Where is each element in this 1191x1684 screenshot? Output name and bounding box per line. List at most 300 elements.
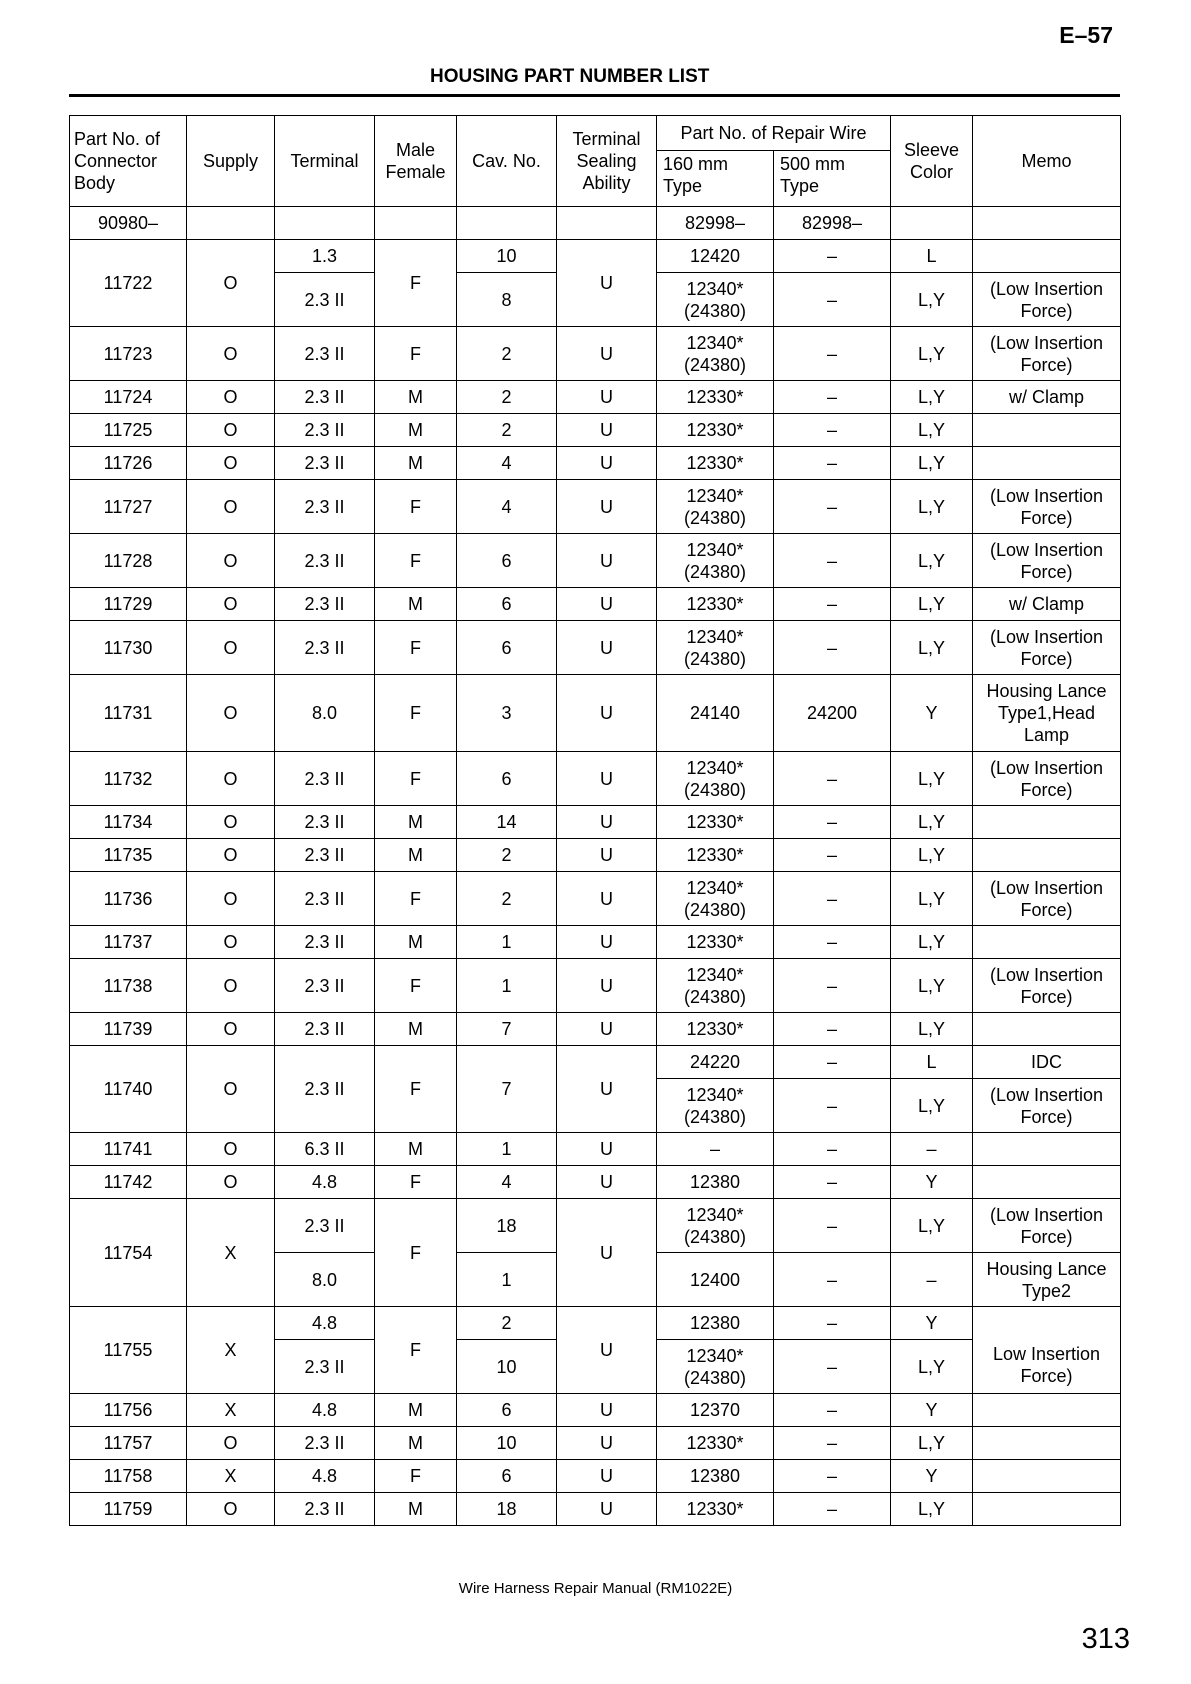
table-row <box>70 1307 1121 1340</box>
wire-160mm: 12340* (24380) <box>657 327 774 381</box>
prefix-part: 90980– <box>70 207 187 240</box>
table-row <box>70 675 1121 752</box>
sealing: U <box>557 806 657 839</box>
supply: O <box>187 959 275 1013</box>
part-no: 11728 <box>70 534 187 588</box>
table-row <box>70 1046 1121 1079</box>
table-row <box>70 381 1121 414</box>
sealing: U <box>557 926 657 959</box>
male-female: M <box>375 1427 457 1460</box>
wire-160mm: 12330* <box>657 381 774 414</box>
male-female: F <box>375 1046 457 1133</box>
table-row <box>70 872 1121 926</box>
terminal: 2.3 II <box>275 839 375 872</box>
terminal: 2.3 II <box>275 447 375 480</box>
cav-no: 2 <box>457 414 557 447</box>
cav-no: 14 <box>457 806 557 839</box>
sealing: U <box>557 1013 657 1046</box>
table-row <box>70 1133 1121 1166</box>
part-no: 11735 <box>70 839 187 872</box>
sleeve-color: L,Y <box>891 926 973 959</box>
sleeve-color: L,Y <box>891 1199 973 1253</box>
part-no: 11757 <box>70 1427 187 1460</box>
cav-no: 1 <box>457 1133 557 1166</box>
supply: O <box>187 621 275 675</box>
sleeve-color: L,Y <box>891 1493 973 1526</box>
part-no: 11758 <box>70 1460 187 1493</box>
header-part-no: Part No. of Connector Body <box>70 116 187 207</box>
wire-500mm: – <box>774 1133 891 1166</box>
part-no: 11726 <box>70 447 187 480</box>
memo: (Low Insertion Force) <box>973 480 1121 534</box>
header-terminal: Terminal <box>275 116 375 207</box>
male-female: M <box>375 806 457 839</box>
wire-500mm: – <box>774 414 891 447</box>
table-row <box>70 1166 1121 1199</box>
prefix-160mm: 82998– <box>657 207 774 240</box>
part-no: 11734 <box>70 806 187 839</box>
wire-160mm: 24140 <box>657 675 774 752</box>
wire-500mm: – <box>774 447 891 480</box>
supply: X <box>187 1307 275 1394</box>
sealing: U <box>557 752 657 806</box>
cav-no: 10 <box>457 240 557 273</box>
memo <box>973 1460 1121 1493</box>
supply: O <box>187 926 275 959</box>
table-row <box>70 839 1121 872</box>
header-160mm: 160 mm Type <box>657 151 774 207</box>
sealing: U <box>557 1307 657 1394</box>
sleeve-color: L,Y <box>891 588 973 621</box>
terminal: 2.3 II <box>275 1427 375 1460</box>
wire-500mm: – <box>774 273 891 327</box>
memo: w/ Clamp <box>973 588 1121 621</box>
supply: O <box>187 1493 275 1526</box>
terminal: 8.0 <box>275 675 375 752</box>
male-female: M <box>375 414 457 447</box>
terminal: 2.3 II <box>275 1013 375 1046</box>
terminal: 2.3 II <box>275 381 375 414</box>
supply: X <box>187 1199 275 1307</box>
memo: (Low Insertion Force) <box>973 621 1121 675</box>
wire-160mm: 12330* <box>657 806 774 839</box>
sealing: U <box>557 480 657 534</box>
sleeve-color: L,Y <box>891 839 973 872</box>
header-male-female: Male Female <box>375 116 457 207</box>
cav-no: 10 <box>457 1340 557 1394</box>
male-female: M <box>375 1013 457 1046</box>
wire-500mm: – <box>774 534 891 588</box>
wire-500mm: – <box>774 1166 891 1199</box>
cav-no: 7 <box>457 1046 557 1133</box>
wire-160mm: 12330* <box>657 839 774 872</box>
cav-no: 2 <box>457 1307 557 1340</box>
cav-no: 4 <box>457 480 557 534</box>
sealing: U <box>557 839 657 872</box>
supply: O <box>187 588 275 621</box>
part-no: 11738 <box>70 959 187 1013</box>
memo: (Low Insertion Force) <box>973 273 1121 327</box>
part-no: 11722 <box>70 240 187 327</box>
memo: Low Insertion Force) <box>973 1307 1121 1394</box>
wire-500mm: – <box>774 381 891 414</box>
table-row <box>70 534 1121 588</box>
terminal: 2.3 II <box>275 621 375 675</box>
male-female: F <box>375 959 457 1013</box>
sealing: U <box>557 588 657 621</box>
cav-no: 6 <box>457 1460 557 1493</box>
supply: O <box>187 1046 275 1133</box>
wire-500mm: – <box>774 959 891 1013</box>
supply: O <box>187 381 275 414</box>
cav-no: 2 <box>457 839 557 872</box>
header-500mm: 500 mm Type <box>774 151 891 207</box>
wire-500mm: – <box>774 1340 891 1394</box>
wire-160mm: 12330* <box>657 414 774 447</box>
sealing: U <box>557 1394 657 1427</box>
wire-160mm: 12330* <box>657 588 774 621</box>
table-row <box>70 414 1121 447</box>
supply: O <box>187 480 275 534</box>
memo: (Low Insertion Force) <box>973 752 1121 806</box>
part-no: 11725 <box>70 414 187 447</box>
part-no: 11742 <box>70 1166 187 1199</box>
sleeve-color: L,Y <box>891 1340 973 1394</box>
memo <box>973 1166 1121 1199</box>
supply: O <box>187 240 275 327</box>
terminal: 2.3 II <box>275 1340 375 1394</box>
male-female: M <box>375 1133 457 1166</box>
cav-no: 18 <box>457 1199 557 1253</box>
sleeve-color: – <box>891 1133 973 1166</box>
male-female: M <box>375 926 457 959</box>
memo <box>973 926 1121 959</box>
sealing: U <box>557 1427 657 1460</box>
wire-160mm: 12380 <box>657 1307 774 1340</box>
table-row <box>70 588 1121 621</box>
cav-no: 6 <box>457 588 557 621</box>
supply: O <box>187 1427 275 1460</box>
cav-no: 1 <box>457 959 557 1013</box>
memo <box>973 1427 1121 1460</box>
table-row <box>70 1199 1121 1253</box>
sleeve-color: L,Y <box>891 1427 973 1460</box>
table-row <box>70 447 1121 480</box>
part-no: 11736 <box>70 872 187 926</box>
wire-500mm: – <box>774 926 891 959</box>
cav-no: 18 <box>457 1493 557 1526</box>
table-row <box>70 480 1121 534</box>
header-supply: Supply <box>187 116 275 207</box>
sleeve-color: L,Y <box>891 381 973 414</box>
part-no: 11732 <box>70 752 187 806</box>
sealing: U <box>557 1199 657 1307</box>
table-row <box>70 1460 1121 1493</box>
male-female: M <box>375 839 457 872</box>
cav-no: 3 <box>457 675 557 752</box>
memo <box>973 1394 1121 1427</box>
part-no: 11727 <box>70 480 187 534</box>
housing-part-table <box>69 115 1121 1526</box>
table-row <box>70 240 1121 273</box>
terminal: 2.3 II <box>275 273 375 327</box>
wire-500mm: – <box>774 621 891 675</box>
cav-no: 8 <box>457 273 557 327</box>
wire-160mm: 12340* (24380) <box>657 959 774 1013</box>
male-female: F <box>375 480 457 534</box>
cav-no: 2 <box>457 381 557 414</box>
sleeve-color: Y <box>891 1307 973 1340</box>
memo: (Low Insertion Force) <box>973 534 1121 588</box>
supply: X <box>187 1394 275 1427</box>
terminal: 2.3 II <box>275 327 375 381</box>
cav-no: 2 <box>457 327 557 381</box>
sleeve-color: Y <box>891 1166 973 1199</box>
sealing: U <box>557 534 657 588</box>
memo <box>973 1493 1121 1526</box>
terminal: 2.3 II <box>275 480 375 534</box>
table-row <box>70 806 1121 839</box>
terminal: 2.3 II <box>275 752 375 806</box>
supply: O <box>187 839 275 872</box>
male-female: F <box>375 1460 457 1493</box>
part-no: 11737 <box>70 926 187 959</box>
sleeve-color: L,Y <box>891 273 973 327</box>
section-number: E–57 <box>1059 22 1113 48</box>
wire-500mm: – <box>774 806 891 839</box>
male-female: M <box>375 381 457 414</box>
cav-no: 6 <box>457 621 557 675</box>
terminal: 6.3 II <box>275 1133 375 1166</box>
wire-500mm: – <box>774 1460 891 1493</box>
wire-500mm: – <box>774 872 891 926</box>
terminal: 8.0 <box>275 1253 375 1307</box>
wire-160mm: 12330* <box>657 1493 774 1526</box>
wire-500mm: – <box>774 1079 891 1133</box>
wire-160mm: 12330* <box>657 447 774 480</box>
sleeve-color: L,Y <box>891 480 973 534</box>
sleeve-color: Y <box>891 675 973 752</box>
sealing: U <box>557 1460 657 1493</box>
wire-160mm: 12370 <box>657 1394 774 1427</box>
sealing: U <box>557 381 657 414</box>
header-sleeve: Sleeve Color <box>891 116 973 207</box>
sealing: U <box>557 872 657 926</box>
sealing: U <box>557 240 657 327</box>
wire-500mm: – <box>774 480 891 534</box>
sealing: U <box>557 621 657 675</box>
manual-title: Wire Harness Repair Manual (RM1022E) <box>458 1580 733 1597</box>
wire-500mm: – <box>774 588 891 621</box>
header-cav-no: Cav. No. <box>457 116 557 207</box>
wire-160mm: 12340* (24380) <box>657 273 774 327</box>
sleeve-color: L,Y <box>891 621 973 675</box>
cav-no: 1 <box>457 1253 557 1307</box>
memo: w/ Clamp <box>973 381 1121 414</box>
table-row <box>70 1013 1121 1046</box>
sealing: U <box>557 1493 657 1526</box>
wire-500mm: – <box>774 839 891 872</box>
wire-500mm: – <box>774 1427 891 1460</box>
terminal: 2.3 II <box>275 872 375 926</box>
wire-160mm: 12340* (24380) <box>657 752 774 806</box>
part-no: 11731 <box>70 675 187 752</box>
sleeve-color: L,Y <box>891 414 973 447</box>
wire-160mm: 12340* (24380) <box>657 1199 774 1253</box>
part-no: 11759 <box>70 1493 187 1526</box>
wire-500mm: – <box>774 1199 891 1253</box>
supply: O <box>187 1013 275 1046</box>
wire-160mm: 12330* <box>657 1427 774 1460</box>
memo: (Low Insertion Force) <box>973 327 1121 381</box>
supply: O <box>187 447 275 480</box>
wire-500mm: – <box>774 1253 891 1307</box>
page-number: 313 <box>1081 1623 1130 1655</box>
sleeve-color: L,Y <box>891 1079 973 1133</box>
terminal: 1.3 <box>275 240 375 273</box>
male-female: M <box>375 1493 457 1526</box>
sealing: U <box>557 414 657 447</box>
male-female: F <box>375 327 457 381</box>
sleeve-color: – <box>891 1253 973 1307</box>
sleeve-color: L,Y <box>891 959 973 1013</box>
header-repair-wire: Part No. of Repair Wire <box>657 116 891 151</box>
page-title: HOUSING PART NUMBER LIST <box>430 66 710 87</box>
memo <box>973 414 1121 447</box>
part-no: 11739 <box>70 1013 187 1046</box>
prefix-500mm: 82998– <box>774 207 891 240</box>
terminal: 2.3 II <box>275 534 375 588</box>
terminal: 4.8 <box>275 1394 375 1427</box>
wire-500mm: – <box>774 1013 891 1046</box>
table-row <box>70 1394 1121 1427</box>
male-female: F <box>375 1199 457 1307</box>
sleeve-color: L,Y <box>891 327 973 381</box>
male-female: F <box>375 675 457 752</box>
header-memo: Memo <box>973 116 1121 207</box>
part-no: 11724 <box>70 381 187 414</box>
wire-160mm: 12340* (24380) <box>657 534 774 588</box>
male-female: F <box>375 752 457 806</box>
wire-160mm: 12340* (24380) <box>657 480 774 534</box>
terminal: 4.8 <box>275 1460 375 1493</box>
supply: O <box>187 327 275 381</box>
cav-no: 4 <box>457 1166 557 1199</box>
part-no: 11730 <box>70 621 187 675</box>
memo: Housing Lance Type1,Head Lamp <box>973 675 1121 752</box>
supply: O <box>187 1166 275 1199</box>
part-no: 11723 <box>70 327 187 381</box>
male-female: F <box>375 534 457 588</box>
supply: O <box>187 752 275 806</box>
wire-160mm: 12400 <box>657 1253 774 1307</box>
wire-160mm: 12340* (24380) <box>657 872 774 926</box>
wire-500mm: – <box>774 327 891 381</box>
memo: Housing Lance Type2 <box>973 1253 1121 1307</box>
wire-160mm: 24220 <box>657 1046 774 1079</box>
table-row <box>70 1493 1121 1526</box>
table-row <box>70 926 1121 959</box>
wire-160mm: 12330* <box>657 1013 774 1046</box>
table-row <box>70 327 1121 381</box>
cav-no: 6 <box>457 1394 557 1427</box>
part-no: 11756 <box>70 1394 187 1427</box>
sealing: U <box>557 1166 657 1199</box>
part-no: 11754 <box>70 1199 187 1307</box>
prefix-row <box>70 207 1121 240</box>
male-female: M <box>375 588 457 621</box>
supply: O <box>187 534 275 588</box>
sleeve-color: L <box>891 240 973 273</box>
wire-500mm: – <box>774 240 891 273</box>
male-female: F <box>375 1307 457 1394</box>
terminal: 2.3 II <box>275 1493 375 1526</box>
male-female: F <box>375 621 457 675</box>
cav-no: 10 <box>457 1427 557 1460</box>
supply: X <box>187 1460 275 1493</box>
terminal: 2.3 II <box>275 926 375 959</box>
sleeve-color: Y <box>891 1460 973 1493</box>
male-female: M <box>375 447 457 480</box>
sealing: U <box>557 1046 657 1133</box>
part-no: 11740 <box>70 1046 187 1133</box>
terminal: 2.3 II <box>275 959 375 1013</box>
memo: (Low Insertion Force) <box>973 1079 1121 1133</box>
memo: (Low Insertion Force) <box>973 872 1121 926</box>
wire-160mm: 12420 <box>657 240 774 273</box>
supply: O <box>187 872 275 926</box>
memo <box>973 447 1121 480</box>
sealing: U <box>557 675 657 752</box>
sleeve-color: L,Y <box>891 1013 973 1046</box>
wire-160mm: 12380 <box>657 1166 774 1199</box>
male-female: M <box>375 1394 457 1427</box>
cav-no: 2 <box>457 872 557 926</box>
male-female: F <box>375 872 457 926</box>
table-row <box>70 1427 1121 1460</box>
title-rule <box>69 94 1120 97</box>
wire-160mm: 12380 <box>657 1460 774 1493</box>
memo: (Low Insertion Force) <box>973 959 1121 1013</box>
part-no: 11741 <box>70 1133 187 1166</box>
terminal: 4.8 <box>275 1307 375 1340</box>
wire-500mm: – <box>774 1394 891 1427</box>
wire-500mm: – <box>774 752 891 806</box>
wire-160mm: 12330* <box>657 926 774 959</box>
wire-160mm: 12340* (24380) <box>657 1340 774 1394</box>
terminal: 4.8 <box>275 1166 375 1199</box>
wire-500mm: – <box>774 1307 891 1340</box>
part-no: 11729 <box>70 588 187 621</box>
terminal: 2.3 II <box>275 414 375 447</box>
cav-no: 6 <box>457 534 557 588</box>
wire-500mm: – <box>774 1046 891 1079</box>
supply: O <box>187 675 275 752</box>
header-sealing: Terminal Sealing Ability <box>557 116 657 207</box>
wire-160mm: 12340* (24380) <box>657 621 774 675</box>
wire-500mm: 24200 <box>774 675 891 752</box>
sleeve-color: L,Y <box>891 872 973 926</box>
sleeve-color: L,Y <box>891 534 973 588</box>
memo <box>973 839 1121 872</box>
supply: O <box>187 1133 275 1166</box>
supply: O <box>187 414 275 447</box>
terminal: 2.3 II <box>275 588 375 621</box>
sleeve-color: L <box>891 1046 973 1079</box>
cav-no: 7 <box>457 1013 557 1046</box>
terminal: 2.3 II <box>275 806 375 839</box>
memo: (Low Insertion Force) <box>973 1199 1121 1253</box>
